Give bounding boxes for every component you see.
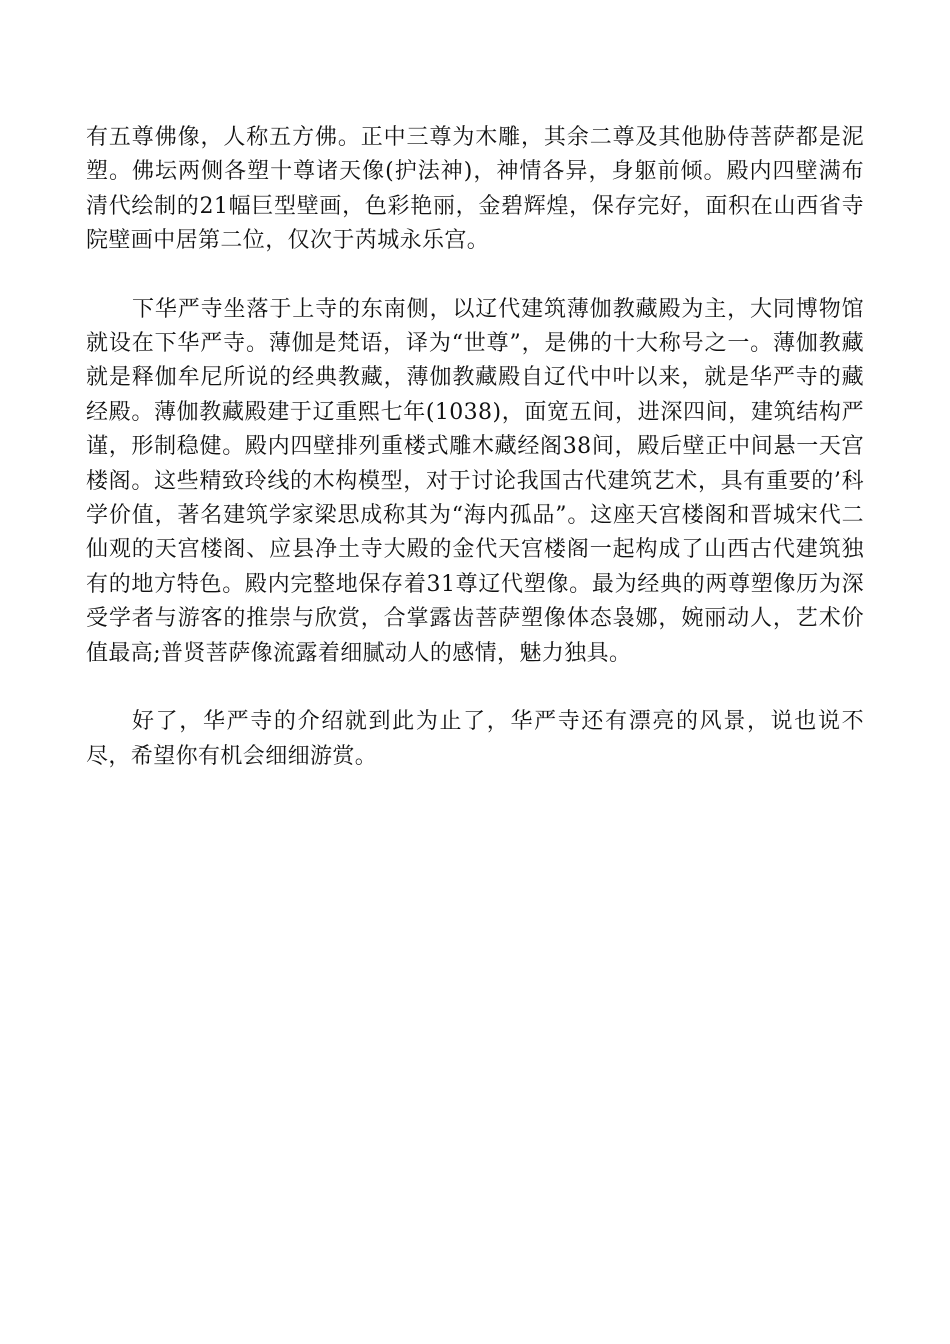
paragraph-five-buddhas: 有五尊佛像，人称五方佛。正中三尊为木雕，其余二尊及其他胁侍菩萨都是泥塑。佛坛两侧各塑十尊诸天像(护法神)，神情各异，身躯前倾。殿内四壁满布清代绘制的21幅巨型壁画，色彩艳丽，金碧辉煌，保存完好，面积在山西省寺院壁画中居第二位，仅次于芮城永乐宫。	[86, 125, 864, 254]
paragraph-lower-huayan-temple: 下华严寺坐落于上寺的东南侧，以辽代建筑薄伽教藏殿为主，大同博物馆就设在下华严寺。薄伽是梵语，译为“世尊”，是佛的十大称号之一。薄伽教藏就是释伽牟尼所说的经典教藏，薄伽教藏殿自辽代中叶以来，就是华严寺的藏经殿。薄伽教藏殿建于辽重熙七年(1038)，面宽五间，进深四间，建筑结构严谨，形制稳健。殿内四壁排列重楼式雕木藏经阁38间，殿后壁正中间悬一天宫楼阁。这些精致玲线的木构模型，对于讨论我国古代建筑艺术，具有重要的’科学价值，著名建筑学家梁思成称其为“海内孤品”。这座天宫楼阁和晋城宋代二仙观的天宫楼阁、应县净土寺大殿的金代天宫楼阁一起构成了山西古代建筑独有的地方特色。殿内完整地保存着31尊辽代塑像。最为经典的两尊塑像历为深受学者与游客的推崇与欣赏，合掌露齿菩萨塑像体态袅娜，婉丽动人，艺术价值最高;普贤菩萨像流露着细腻动人的感情，魅力独具。	[86, 296, 864, 666]
document-body	[86, 121, 864, 774]
paragraph-closing-remarks: 好了，华严寺的介绍就到此为止了，华严寺还有漂亮的风景，说也说不尽，希望你有机会细细游赏。	[86, 709, 864, 769]
